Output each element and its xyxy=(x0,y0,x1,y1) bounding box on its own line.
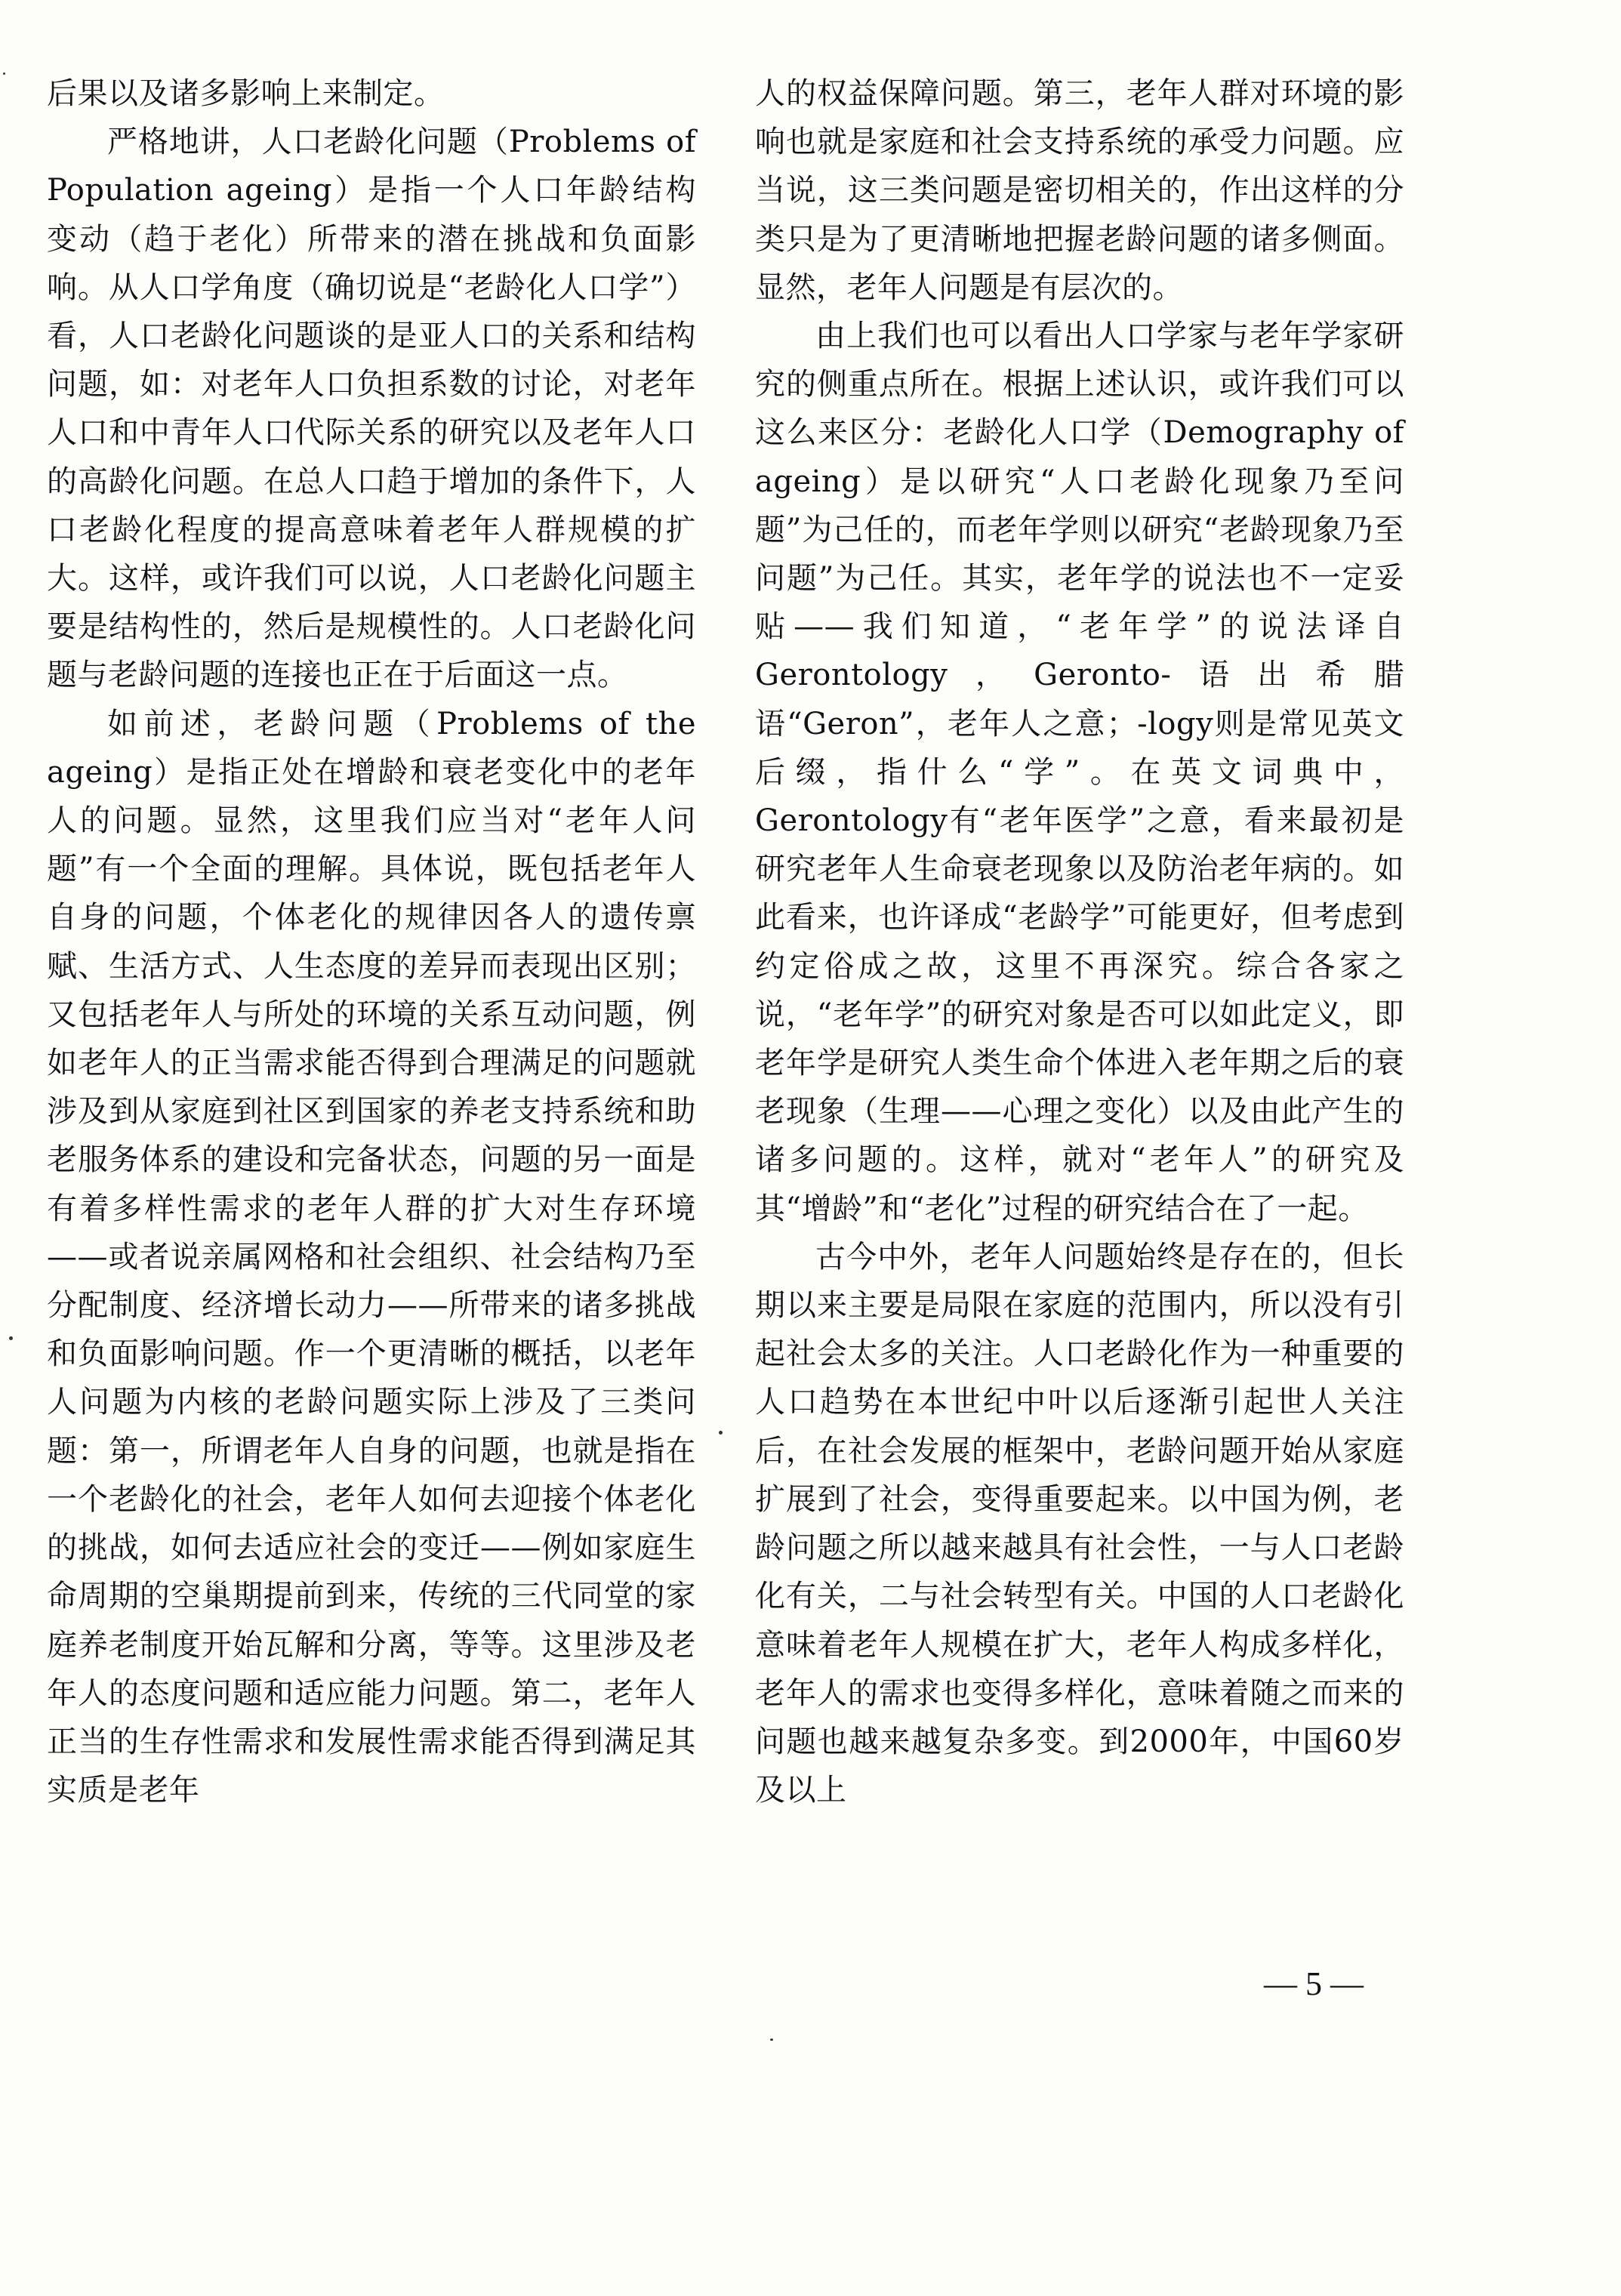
scan-speck-mark xyxy=(770,2039,773,2041)
paragraph-historical-context: 古今中外，老年人问题始终是存在的，但长期以来主要是局限在家庭的范围内，所以没有引起社会太多的关注。人口老龄化作为一种重要的人口趋势在本世纪中叶以后逐渐引起世人关注后，在社会发展的框架中，老龄问题开始从家庭扩展到了社会，变得重要起来。以中国为例，老龄问题之所以越来越具有社会性，一与人口老龄化有关，二与社会转型有关。中国的人口老龄化意味着老年人规模在扩大，老年人构成多样化，老年人的需求也变得多样化，意味着随之而来的问题也越来越复杂多变。到2000年，中国60岁及以上 xyxy=(755,1239,1404,1808)
scan-speck-mark xyxy=(3,72,5,75)
paragraph-ageing-problems: 如前述，老龄问题（Problems of the ageing）是指正处在增龄和衰老变化中的老年人的问题。显然，这里我们应当对“老年人问题”有一个全面的理解。具体说，既包括老年人自身的问题，个体老化的规律因各人的遗传禀赋、生活方式、人生态度的差异而表现出区别；又包括老年人与所处的环境的关系互动问题，例如老年人的正当需求能否得到合理满足的问题就涉及到从家庭到社区到国家的养老支持系统和助老服务体系的建设和完备状态，问题的另一面是有着多样性需求的老年人群的扩大对生存环境——或者说亲属网格和社会组织、社会结构乃至分配制度、经济增长动力——所带来的诸多挑战和负面影响问题。作一个更清晰的概括，以老年人问题为内核的老龄问题实际上涉及了三类问题：第一，所谓老年人自身的问题，也就是指在一个老龄化的社会，老年人如何去迎接个体老化的挑战，如何去适应社会的变迁——例如家庭生命周期的空巢期提前到来，传统的三代同堂的家庭养老制度开始瓦解和分离，等等。这里涉及老年人的态度问题和适应能力问题。第二，老年人正当的生存性需求和发展性需求能否得到满足其实质是老年 xyxy=(47,706,696,1808)
right-text-column xyxy=(755,69,1404,1814)
paragraph-continuation: 后果以及诸多影响上来制定。 xyxy=(47,76,445,111)
scan-speck-mark xyxy=(9,1336,13,1340)
paragraph-population-ageing-problems: 严格地讲，人口老龄化问题（Problems of Population ageing）是指一个人口年龄结构变动（趋于老化）所带来的潜在挑战和负面影响。从人口学角度（确切说是“老龄化人口学”）看，人口老龄化问题谈的是亚人口的关系和结构问题，如：对老年人口负担系数的讨论，对老年人口和中青年人口代际关系的研究以及老年人口的高龄化问题。在总人口趋于增加的条件下，人口老龄化程度的提高意味着老年人群规模的扩大。这样，或许我们可以说，人口老龄化问题主要是结构性的，然后是规模性的。人口老龄化问题与老龄问题的连接也正在于后面这一点。 xyxy=(47,125,696,693)
left-text-column xyxy=(47,69,696,1814)
page-number: — 5 — xyxy=(1264,1965,1364,2002)
paragraph-gerontology-definition: 由上我们也可以看出人口学家与老年学家研究的侧重点所在。根据上述认识，或许我们可以这么来区分：老龄化人口学（Demography of ageing）是以研究“人口老龄化现象乃至问题”为己任的，而老年学则以研究“老龄现象乃至问题”为己任。其实，老年学的说法也不一定妥贴——我们知道，“老年学”的说法译自Gerontology，Geronto-语出希腊语“Geron”，老年人之意；-logy则是常见英文后缀，指什么“学”。在英文词典中，Gerontology有“老年医学”之意，看来最初是研究老年人生命衰老现象以及防治老年病的。如此看来，也许译成“老龄学”可能更好，但考虑到约定俗成之故，这里不再深究。综合各家之说，“老年学”的研究对象是否可以如此定义，即老年学是研究人类生命个体进入老年期之后的衰老现象（生理——心理之变化）以及由此产生的诸多问题的。这样，就对“老年人”的研究及其“增龄”和“老化”过程的研究结合在了一起。 xyxy=(755,319,1404,1226)
paragraph-continuation-right: 人的权益保障问题。第三，老年人群对环境的影响也就是家庭和社会支持系统的承受力问题。应当说，这三类问题是密切相关的，作出这样的分类只是为了更清晰地把握老龄问题的诸多侧面。显然，老年人问题是有层次的。 xyxy=(755,76,1404,305)
scan-speck-mark xyxy=(719,1431,723,1435)
